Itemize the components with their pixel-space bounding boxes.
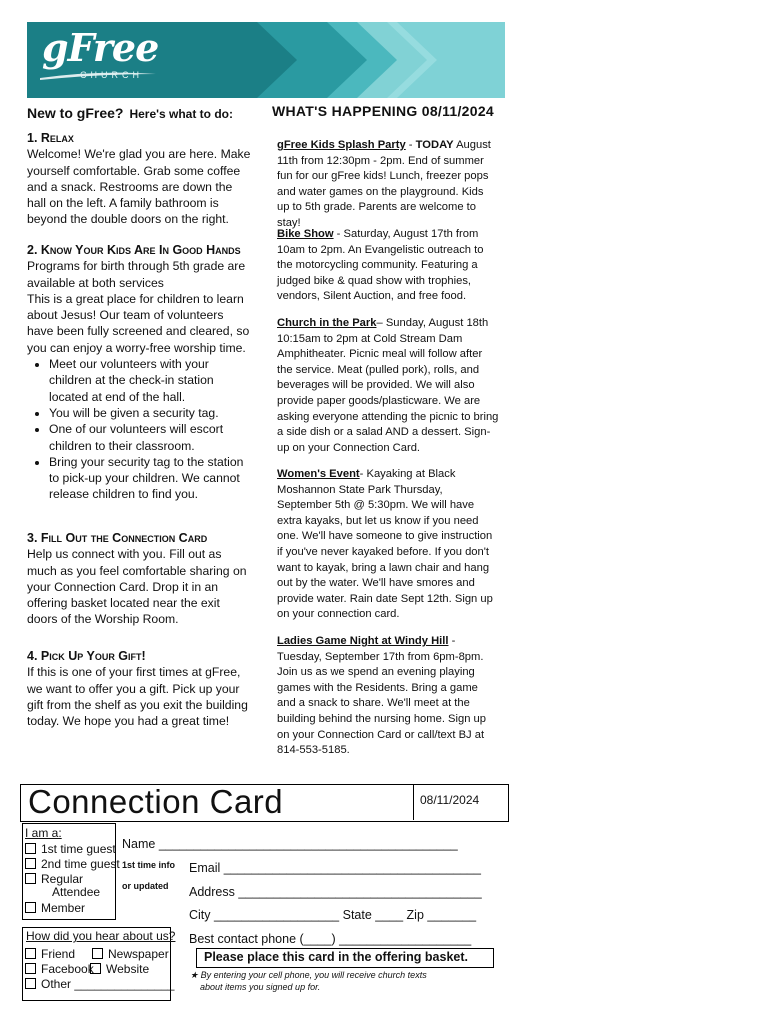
name-field[interactable]: Name ___________________________________________ — [122, 837, 458, 851]
checkbox-label: Website — [106, 962, 150, 976]
list-item: • One of our volunteers will escort children to their classroom. — [49, 421, 252, 454]
checkbox-label: Facebook — [41, 962, 94, 976]
checkbox-label-attendee: Attendee — [52, 885, 101, 899]
checkbox-regular[interactable] — [25, 872, 83, 886]
list-item: • You will be given a security tag. — [49, 405, 252, 421]
checkbox-label: Newspaper — [108, 947, 169, 961]
event-name: Church in the Park — [277, 317, 377, 329]
event-ladies-game-night — [277, 634, 499, 759]
star-icon: ★ — [190, 970, 201, 980]
i-am-label: I am a: — [25, 826, 62, 840]
divider — [20, 821, 509, 822]
email-field[interactable]: Email _____________________________________ — [189, 861, 481, 875]
event-church-in-park — [277, 316, 499, 456]
event-sep: - — [359, 468, 367, 480]
logo-subtitle: CHURCH — [80, 70, 143, 80]
section-kids — [27, 242, 252, 503]
section-relax — [27, 130, 252, 228]
event-body: Kayaking at Black Moshannon State Park Thursday, September 5th @ 5:30pm. We will have extra kayaks, but let us know if you need one. We'll have someone to give instruction if you've never kayaked before. If you don't want to kayak, bring a lawn chair and hang out by the water. We'll have smores and provide water. Rain date Sept 12th. Sign up on your connection card. — [277, 468, 493, 621]
event-sep: - — [448, 635, 456, 647]
checkbox-1st-time[interactable] — [25, 842, 116, 856]
event-name: Bike Show — [277, 228, 334, 240]
first-time-info-label: 1st time info — [122, 860, 176, 870]
list-item: • Bring your security tag to the station to pick-up your children. We cannot release children to find you. — [49, 454, 252, 503]
left-heading — [27, 105, 233, 121]
or-updated-label: or updated — [122, 881, 169, 891]
connection-card-title: Connection Card — [28, 783, 284, 820]
checkbox-facebook[interactable] — [25, 962, 94, 976]
section-gift — [27, 648, 252, 729]
section-connection-card — [27, 530, 252, 628]
event-name: gFree Kids Splash Party — [277, 139, 406, 151]
section-body: Programs for birth through 5th grade are available at both services — [27, 259, 246, 290]
whats-happening-title: WHAT'S HAPPENING 08/11/2024 — [272, 103, 495, 119]
checkbox-icon — [25, 858, 36, 869]
kids-bullet-list — [27, 356, 252, 503]
checkbox-label: Member — [41, 901, 86, 915]
checkbox-icon — [92, 948, 103, 959]
left-title: New to gFree? — [27, 105, 124, 121]
card-date: 08/11/2024 — [420, 793, 480, 807]
event-body: Saturday, August 17th from 10am to 2pm. An Evangelistic outreach to the motorcycling community. Featuring a judged bike & quad show with trophies, vendors, Silent Auction, and free food. — [277, 228, 484, 303]
checkbox-label: Regular — [41, 872, 84, 886]
sms-note-line: By entering your cell phone, you will receive church texts — [200, 970, 427, 980]
list-item: • Meet our volunteers with your children at the check-in station located at end of the hall. — [49, 356, 252, 405]
event-body: August 11th from 12:30pm - 2pm. End of summer fun for our gFree kids! Lunch, freezer pops and water games on the playground. Kids up to 5th grade. Parents are welcome to stay! — [277, 139, 491, 229]
address-field[interactable]: Address ___________________________________ — [189, 885, 482, 899]
checkbox-icon — [90, 963, 101, 974]
checkbox-icon — [25, 948, 36, 959]
event-sep: - — [333, 228, 344, 240]
event-splash-party — [277, 138, 499, 232]
event-name: Ladies Game Night at Windy Hill — [277, 635, 449, 647]
event-sep: - — [405, 139, 416, 151]
section-heading: 2. Know Your Kids Are In Good Hands — [27, 243, 241, 257]
checkbox-icon — [25, 843, 36, 854]
checkbox-friend[interactable] — [25, 947, 75, 961]
checkbox-website[interactable] — [90, 962, 149, 976]
city-state-zip-field[interactable]: City __________________ State ____ Zip _______ — [189, 908, 477, 922]
checkbox-newspaper[interactable] — [92, 947, 169, 961]
left-subtitle: Here's what to do: — [129, 107, 233, 121]
event-body: Tuesday, September 17th from 6pm-8pm. Join us as we spend an evening playing games with the Residents. Bring a game and a snack to share. We'll meet at the building behind the nursing home. Sign up on your Connection Card or call/text BJ at 814-553-5185. — [277, 650, 486, 757]
section-body: If this is one of your first times at gFree, we want to offer you a gift. Pick up your gift from the shelf as you exit the building today. We hope you had a great time! — [27, 665, 248, 729]
section-heading: 3. Fill Out the Connection Card — [27, 531, 208, 545]
hear-about-label: How did you hear about us? — [26, 929, 176, 943]
checkbox-2nd-time[interactable] — [25, 857, 120, 871]
section-body: Help us connect with you. Fill out as much as you feel comfortable sharing on your Connection Card. Drop it in an offering basket located near the exit doors of the Worship Room. — [27, 547, 247, 627]
checkbox-member[interactable] — [25, 901, 85, 915]
checkbox-icon — [25, 873, 36, 884]
event-body: Sunday, August 18th 10:15am to 2pm at Cold Stream Dam Amphitheater. Picnic meal will follow after the service. Meat (pulled pork), rolls, and beverages will be provided. We will also provide paper goods/plasticware. We are asking everyone attending the picnic to bring a side dish or a salad AND a dessert. Sign-up on your Connection Card. — [277, 317, 499, 454]
checkbox-icon — [25, 902, 36, 913]
sms-note-line: about items you signed up for. — [200, 982, 321, 992]
event-sep: – — [376, 317, 386, 329]
event-womens-event — [277, 467, 499, 623]
checkbox-label: 2nd time guest — [41, 857, 120, 871]
checkbox-icon — [25, 978, 36, 989]
section-heading: 1. Relax — [27, 131, 74, 145]
checkbox-label: Friend — [41, 947, 76, 961]
phone-field[interactable]: Best contact phone (____) ___________________ — [189, 932, 472, 946]
checkbox-label: 1st time guest — [41, 842, 116, 856]
section-body: This is a great place for children to learn about Jesus! Our team of volunteers have been fully screened and cleared, so you can enjoy a worry-free worship time. — [27, 291, 250, 355]
offering-notice-text: Please place this card in the offering basket. — [204, 950, 468, 964]
event-bike-show — [277, 227, 499, 305]
section-heading: 4. Pick Up Your Gift! — [27, 649, 146, 663]
checkbox-icon — [25, 963, 36, 974]
event-name: Women's Event — [277, 468, 360, 480]
sms-note — [190, 969, 490, 993]
logo-wordmark: gFree — [42, 25, 159, 70]
event-emphasis: TODAY — [415, 139, 454, 151]
checkbox-label: Other _______________ — [41, 977, 175, 991]
checkbox-other[interactable] — [25, 977, 174, 991]
section-body: Welcome! We're glad you are here. Make yourself comfortable. Grab some coffee and a snack. Restrooms are down the hall on the left. A family bathroom is beyond the double doors on the right. — [27, 147, 251, 227]
